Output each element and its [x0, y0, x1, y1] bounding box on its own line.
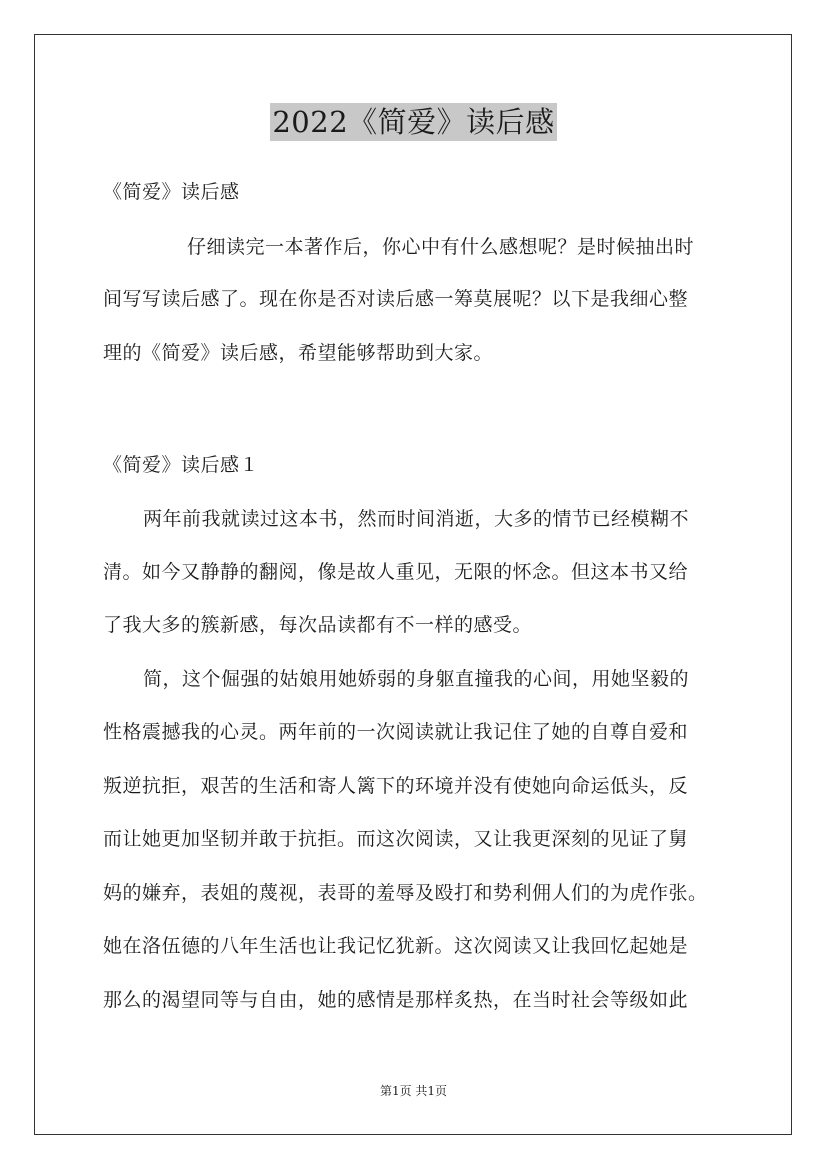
- paragraph-line: 两年前我就读过这本书，然而时间消逝，大多的情节已经模糊不: [143, 508, 690, 530]
- paragraph-line: 而让她更加坚韧并敢于抗拒。而这次阅读，又让我更深刻的见证了舅: [103, 828, 689, 850]
- paragraph-line: 性格震撼我的心灵。两年前的一次阅读就让我记住了她的自尊自爱和: [103, 721, 689, 743]
- intro-line: 仔细读完一本著作后，你心中有什么感想呢？是时候抽出时: [187, 236, 695, 258]
- intro-heading: 《简爱》读后感: [103, 181, 240, 203]
- paragraph-line: 清。如今又静静的翻阅，像是故人重见，无限的怀念。但这本书又给: [103, 561, 689, 583]
- section-heading: 《简爱》读后感１: [103, 454, 260, 476]
- paragraph-line: 那么的渴望同等与自由，她的感情是那样炙热，在当时社会等级如此: [103, 989, 689, 1011]
- intro-line: 间写写读后感了。现在你是否对读后感一筹莫展呢？以下是我细心整: [103, 288, 689, 310]
- paragraph-line: 简，这个倔强的姑娘用她娇弱的身躯直撞我的心间，用她坚毅的: [143, 668, 690, 690]
- paragraph-line: 叛逆抗拒，艰苦的生活和寄人篱下的环境并没有使她向命运低头，反: [103, 775, 689, 797]
- document-title: [0, 103, 827, 141]
- paragraph-line: 了我大多的簇新感，每次品读都有不一样的感受。: [103, 614, 533, 636]
- intro-line: 理的《简爱》读后感，希望能够帮助到大家。: [103, 342, 494, 364]
- paragraph-line: 她在洛伍德的八年生活也让我记忆犹新。这次阅读又让我回忆起她是: [103, 935, 689, 957]
- document-title-text: 2022《简爱》读后感: [272, 105, 555, 139]
- paragraph-line: 妈的嫌弃，表姐的蔑视，表哥的羞辱及殴打和势利佣人们的为虎作张。: [103, 882, 708, 904]
- page-footer: 第1页 共1页: [379, 1084, 448, 1098]
